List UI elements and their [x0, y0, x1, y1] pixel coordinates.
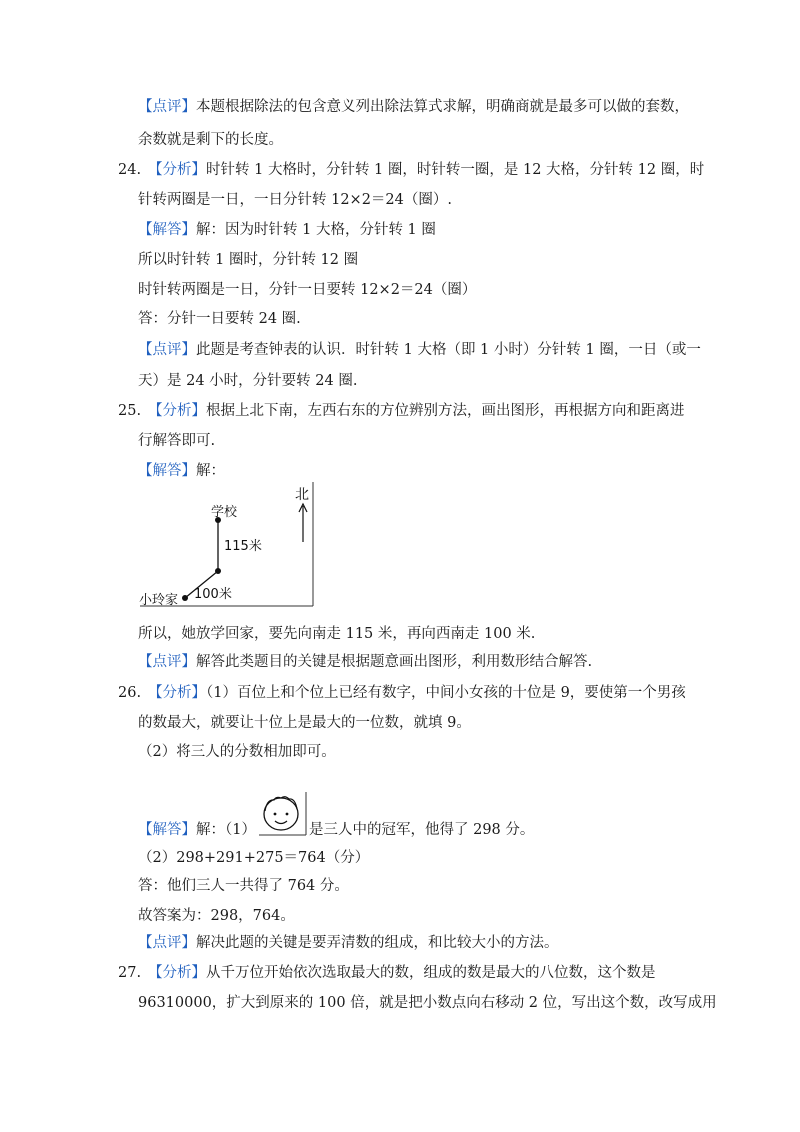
analysis-tag: 【分析】: [148, 403, 206, 419]
text-line: 行解答即可.: [138, 433, 216, 449]
text-line: （2）298+291+275＝764（分）: [138, 850, 370, 866]
text-line: 根据上北下南，左西右东的方位辨别方法，画出图形，再根据方向和距离进: [206, 403, 685, 419]
analysis-tag: 【分析】: [148, 162, 206, 178]
text-line: 解：: [196, 463, 225, 479]
text-line: 解答此类题目的关键是根据题意画出图形，利用数形结合解答.: [196, 654, 593, 670]
answer-tag: 【解答】: [138, 822, 196, 838]
text-line: 解决此题的关键是要弄清数的组成，和比较大小的方法。: [196, 935, 559, 951]
question-25-analysis: [118, 401, 685, 421]
comment-26: [138, 933, 559, 953]
home-point: [182, 595, 188, 601]
distance-115-label: 115米: [224, 539, 262, 554]
text-line: 本题根据除法的包含意义列出除法算式求解，明确商就是最多可以做的套数，: [196, 99, 689, 115]
text-line: 余数就是剩下的长度。: [138, 132, 283, 148]
text-line: 时针转两圈是一日，分针一日要转 12×2＝24（圈）: [138, 282, 477, 298]
analysis-tag: 【分析】: [148, 685, 206, 701]
comment-tag: 【点评】: [138, 654, 196, 670]
comment-tag: 【点评】: [138, 935, 196, 951]
text-line: 解：因为时针转 1 大格，分针转 1 圈: [196, 222, 436, 238]
question-number: 25.: [118, 403, 142, 419]
answer-24: [138, 220, 436, 240]
answer-tag: 【解答】: [138, 463, 196, 479]
text-line: （2）将三人的分数相加即可。: [138, 744, 336, 760]
answer-tag: 【解答】: [138, 222, 196, 238]
boy-face-image: [258, 791, 308, 837]
question-26-analysis: [118, 683, 686, 703]
comment-tag: 【点评】: [138, 342, 196, 358]
question-24-analysis: [118, 160, 704, 180]
distance-100-label: 100米: [194, 587, 232, 602]
comment-24: [138, 340, 701, 360]
comment-25: [138, 652, 592, 672]
north-label: 北: [295, 487, 309, 503]
answer-25: [138, 461, 225, 481]
text-line: 答：分针一日要转 24 圈.: [138, 311, 301, 327]
text-line: 所以，她放学回家，要先向南走 115 米，再向西南走 100 米.: [138, 626, 536, 642]
question-number: 24.: [118, 162, 142, 178]
question-number: 26.: [118, 685, 142, 701]
text-line: 故答案为：298，764。: [138, 908, 295, 924]
home-label: 小玲家: [139, 593, 179, 608]
text-line: 此题是考查钟表的认识．时针转 1 大格（即 1 小时）分针转 1 圈，一日（或一: [196, 342, 701, 358]
analysis-tag: 【分析】: [148, 965, 206, 981]
text-line: 是三人中的冠军，他得了 298 分。: [309, 822, 535, 838]
text-line: 天）是 24 小时，分针要转 24 圈.: [138, 373, 358, 389]
direction-diagram: [138, 480, 318, 610]
turn-point: [215, 568, 221, 574]
text-line: 解：（1）: [196, 822, 256, 838]
answer-26: [138, 820, 256, 840]
question-27-analysis: [118, 963, 656, 983]
text-line: 从千万位开始依次选取最大的数，组成的数是最大的八位数，这个数是: [206, 965, 656, 981]
text-line: 的数最大，就要让十位上是最大的一位数，就填 9。: [138, 715, 471, 731]
school-label: 学校: [211, 505, 238, 520]
text-line: 针转两圈是一日，一日分针转 12×2＝24（圈）.: [138, 192, 452, 208]
text-line: 96310000，扩大到原来的 100 倍，就是把小数点向右移动 2 位，写出这个数，改写成用: [138, 995, 717, 1011]
text-line: 答：他们三人一共得了 764 分。: [138, 878, 349, 894]
comment-tag: 【点评】: [138, 99, 196, 115]
comment-23: [138, 97, 689, 117]
question-number: 27.: [118, 965, 142, 981]
text-line: （1）百位上和个位上已经有数字，中间小女孩的十位是 9，要使第一个男孩: [206, 685, 686, 701]
text-line: 所以时针转 1 圈时，分针转 12 圈: [138, 252, 359, 268]
text-line: 时针转 1 大格时，分针转 1 圈，时针转一圈，是 12 大格，分针转 12 圈，时: [206, 162, 705, 178]
